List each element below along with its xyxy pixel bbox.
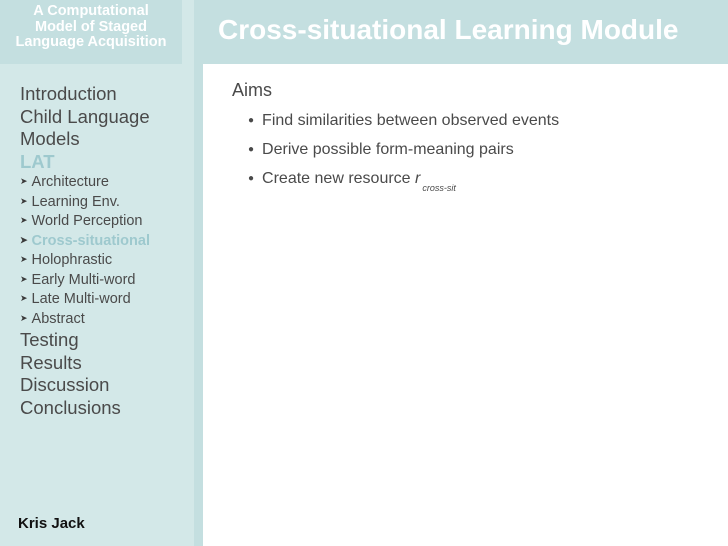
arrowhead-icon: ➤	[20, 254, 28, 264]
arrowhead-icon: ➤	[20, 215, 28, 225]
nav-subitem-label: Early Multi-word	[31, 271, 136, 288]
arrowhead-icon: ➤	[20, 312, 28, 323]
bullet-dot-icon: ●	[248, 144, 255, 155]
nav-subitem-early-multi-word[interactable]	[20, 271, 190, 291]
nav-item-child-language[interactable]: Child Language	[20, 105, 150, 127]
nav-item-conclusions[interactable]: Conclusions	[20, 396, 121, 418]
arrowhead-icon: ➤	[20, 234, 28, 245]
resource-symbol: r	[415, 170, 421, 187]
presentation-title-line: Language Acquisition	[15, 34, 167, 50]
section-nav	[20, 83, 190, 419]
nav-subitem-architecture[interactable]	[20, 173, 190, 193]
nav-subitem-cross-situational[interactable]	[20, 232, 190, 252]
nav-item-testing[interactable]: Testing	[20, 329, 79, 350]
slide-title: Cross-situational Learning Module	[218, 14, 679, 45]
presentation-title-line: Model of Staged	[35, 18, 147, 35]
list-item-text: Create new resource	[262, 170, 416, 187]
list-item	[248, 112, 559, 141]
nav-subitem-label: Abstract	[31, 310, 85, 327]
list-item	[248, 170, 559, 199]
presentation-title-line: A Computational	[33, 3, 149, 19]
nav-item-discussion[interactable]: Discussion	[20, 374, 110, 395]
author-name: Kris Jack	[18, 515, 85, 532]
nav-subitem-label: Late Multi-word	[31, 291, 131, 307]
nav-item-lat[interactable]: LAT	[20, 150, 55, 172]
nav-subitem-label: Architecture	[31, 174, 109, 190]
bullet-dot-icon: ●	[248, 115, 255, 126]
list-item	[248, 141, 559, 170]
nav-subitem-label: Holophrastic	[31, 252, 113, 268]
arrowhead-icon: ➤	[20, 293, 28, 303]
nav-item-models[interactable]: Models	[20, 128, 80, 149]
arrowhead-icon: ➤	[20, 273, 28, 284]
sidebar	[0, 0, 194, 546]
bullet-dot-icon: ●	[248, 173, 255, 184]
nav-subitem-abstract[interactable]	[20, 310, 190, 330]
vertical-divider	[194, 0, 203, 546]
nav-subitem-label: Learning Env.	[31, 193, 120, 210]
nav-item-results[interactable]: Results	[20, 351, 82, 373]
presentation-title	[0, 0, 182, 64]
nav-item-introduction[interactable]: Introduction	[20, 83, 117, 104]
nav-subitem-world-perception[interactable]	[20, 212, 190, 232]
nav-subitem-learning-env[interactable]	[20, 193, 190, 213]
aims-list	[248, 112, 559, 199]
list-item-text: Find similarities between observed events	[262, 112, 560, 129]
list-item-text: Derive possible form-meaning pairs	[262, 141, 514, 158]
nav-subitem-holophrastic[interactable]	[20, 251, 190, 271]
arrowhead-icon: ➤	[20, 176, 28, 186]
resource-subscript: cross-sit	[422, 183, 456, 193]
nav-subitem-label: Cross-situational	[31, 232, 150, 249]
nav-subitem-label: World Perception	[31, 213, 143, 229]
arrowhead-icon: ➤	[20, 195, 28, 206]
nav-subitem-late-multi-word[interactable]	[20, 290, 190, 310]
section-heading: Aims	[232, 80, 272, 100]
